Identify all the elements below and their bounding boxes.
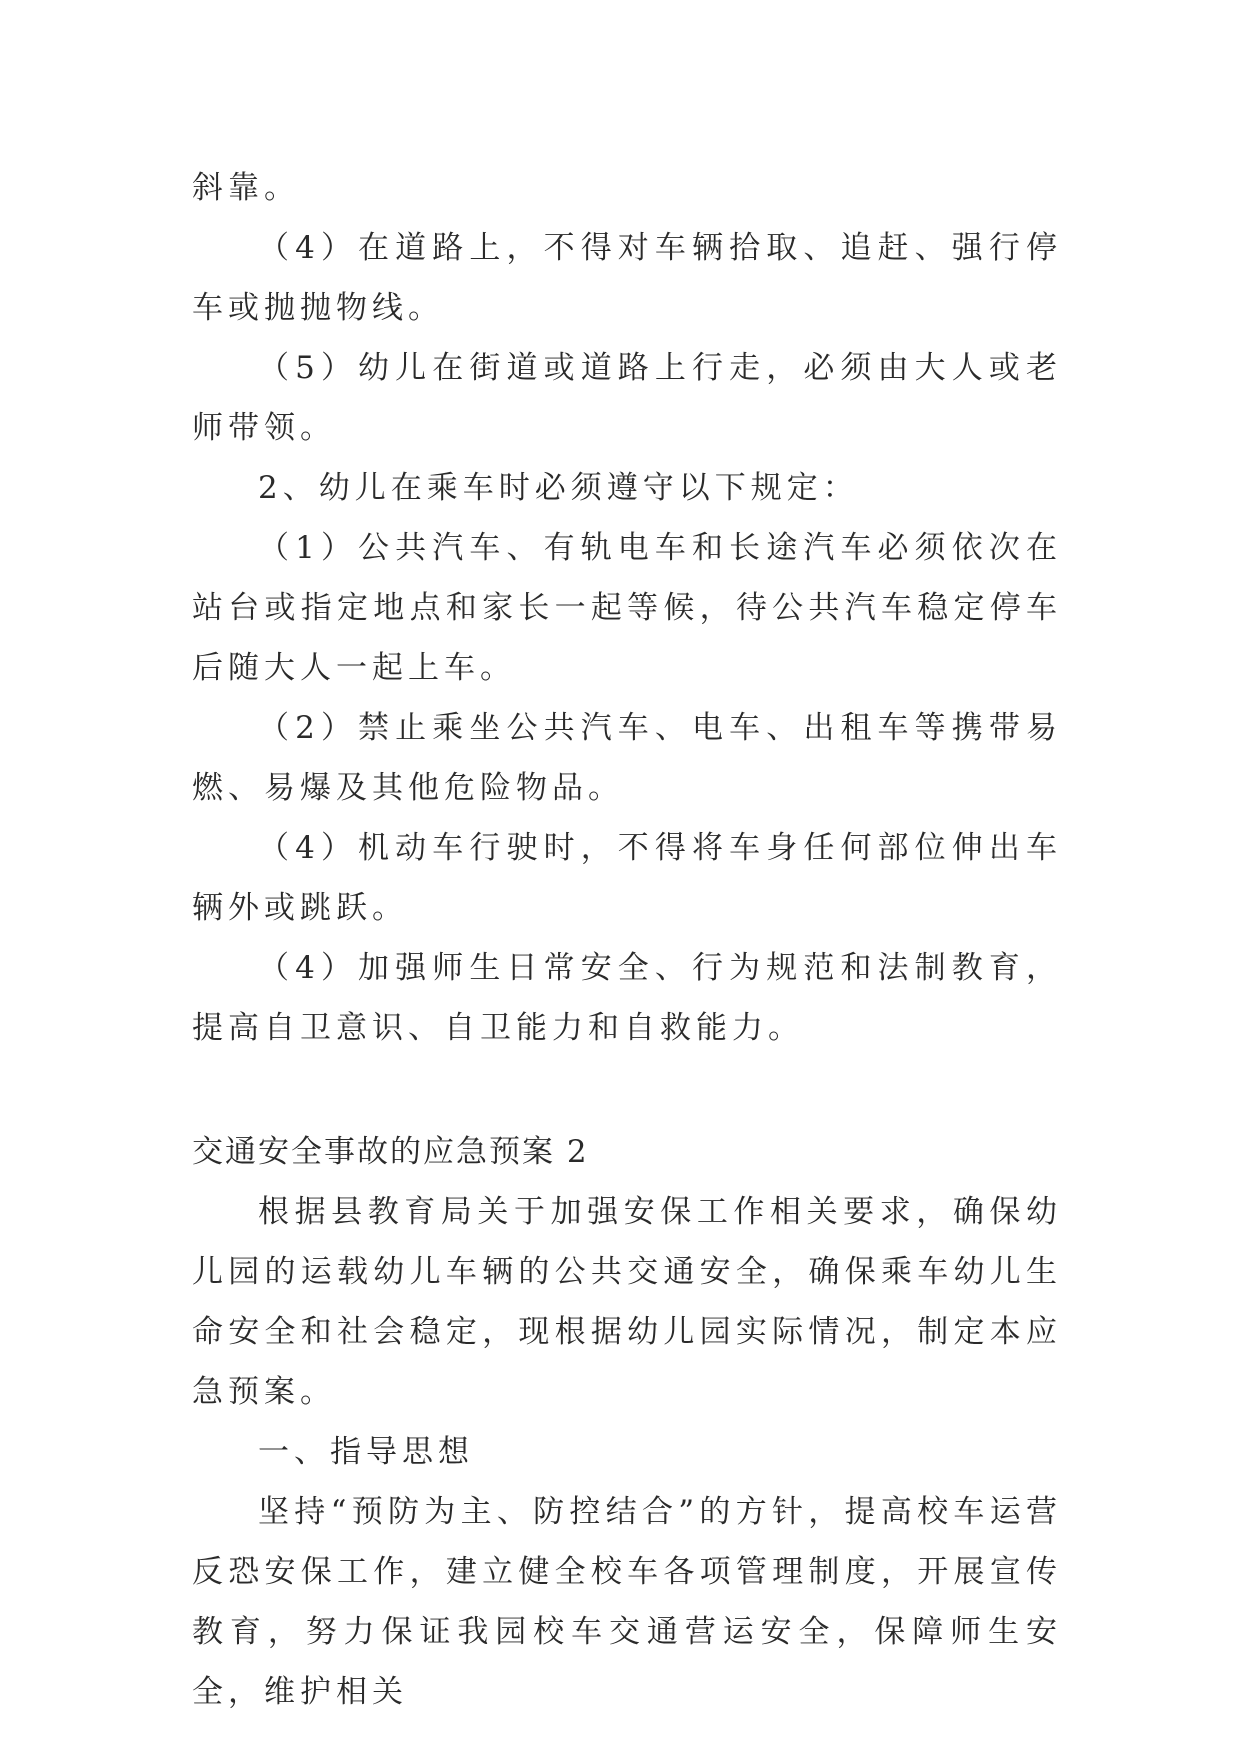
section-heading: 一、指导思想	[258, 1434, 474, 1470]
paragraph: 2、幼儿在乘车时必须遵守以下规定：	[258, 470, 859, 506]
paragraph: （4）加强师生日常安全、行为规范和法制教育，提高自卫意识、自卫能力和自救能力。	[192, 950, 1062, 1046]
paragraph: （1）公共汽车、有轨电车和长途汽车必须依次在站台或指定地点和家长一起等候，待公共汽车稳定停车后随大人一起上车。	[192, 530, 1062, 686]
paragraph: （4）机动车行驶时，不得将车身任何部位伸出车辆外或跳跃。	[192, 830, 1062, 926]
paragraph: （2）禁止乘坐公共汽车、电车、出租车等携带易燃、易爆及其他危险物品。	[192, 710, 1062, 806]
paragraph: 坚持“预防为主、防控结合”的方针，提高校车运营反恐安保工作，建立健全校车各项管理制度，开展宣传教育，努力保证我园校车交通营运安全，保障师生安全，维护相关	[192, 1494, 1062, 1710]
paragraph: （4）在道路上，不得对车辆拾取、追赶、强行停车或抛抛物线。	[192, 230, 1062, 326]
paragraph: 斜靠。	[192, 170, 300, 206]
paragraph: （5）幼儿在街道或道路上行走，必须由大人或老师带领。	[192, 350, 1062, 446]
document-body	[192, 158, 1062, 1722]
paragraph: 根据县教育局关于加强安保工作相关要求，确保幼儿园的运载幼儿车辆的公共交通安全，确保乘车幼儿生命安全和社会稳定，现根据幼儿园实际情况，制定本应急预案。	[192, 1194, 1062, 1410]
section-title: 交通安全事故的应急预案 2	[192, 1134, 589, 1170]
